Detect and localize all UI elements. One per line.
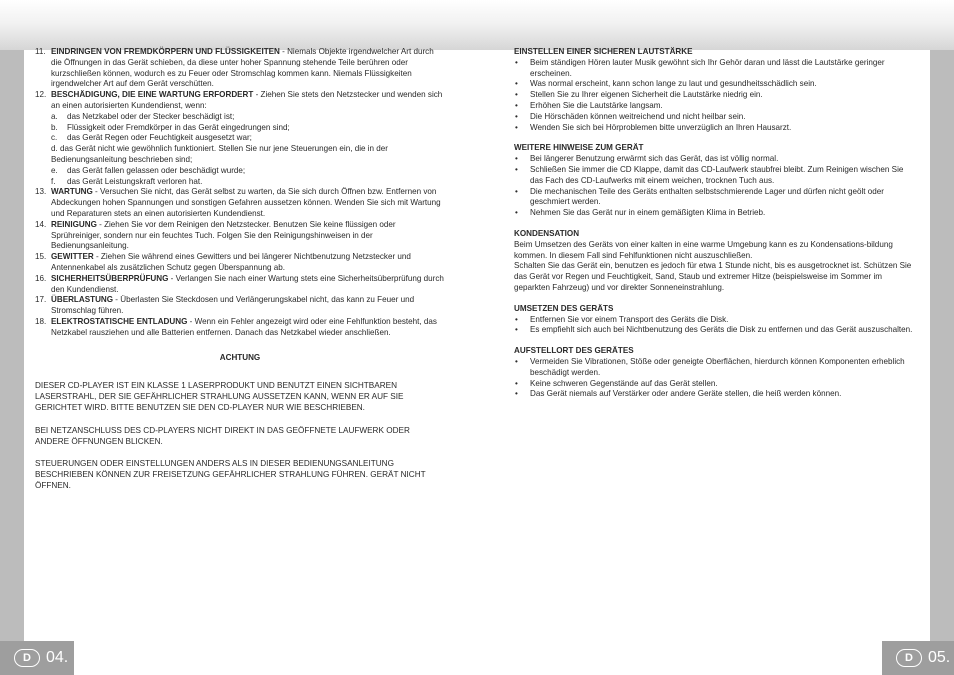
page-number-text: 05.: [928, 649, 951, 666]
item-text: - Niemals Objekte irgendwelcher Art durch die Öffnungen in das Gerät schieben, da diese unter hoher Spannung stehende Teile berühren oder kurzschließen können, wodurch es zu Feuer oder Stromschlag kommen kann. Niemals Flüssigkeiten irgendwelcher Art auf dem Gerät verschütten.: [51, 47, 434, 89]
bullet-item: • Es empfiehlt sich auch bei Nichtbenutzung des Geräts die Disk zu entfernen und das Gerät auszuschalten.: [515, 325, 913, 335]
item-text: - Ziehen Sie stets den Netzstecker und wenden sich an einen autorisierten Kundendienst, wenn:: [51, 90, 443, 110]
bullet-item: • Stellen Sie zu Ihrer eigenen Sicherheit die Lautstärke niedrig ein.: [515, 90, 763, 100]
safety-item: 14. REINIGUNG - Ziehen Sie vor dem Reinigen den Netzstecker. Benutzen Sie keine flüssigen oder Sprühreiniger, sondern nur ein feuchtes Tuch. Folgen Sie den Reinigungshinweisen in der Bedienungsanleitung.: [35, 219, 396, 251]
item-title: EINDRINGEN VON FREMDKÖRPERN UND FLÜSSIGKEITEN: [51, 47, 280, 56]
right-column: [514, 47, 914, 400]
bullet-item: • Bei längerer Benutzung erwärmt sich das Gerät, das ist völlig normal.: [515, 154, 779, 164]
safety-item: 13. WARTUNG - Versuchen Sie nicht, das Gerät selbst zu warten, da Sie sich durch Öffnen bzw. Entfernen von Abdeckungen hohen Spannungen und sonstigen Gefahren aussetzen können. Wenden Sie sich mit Wartung und Reparaturen stets an einen autorisierten Kundendienst.: [35, 187, 441, 218]
bullet-item: • Die mechanischen Teile des Geräts enthalten selbstschmierende Lager und dürfen nicht geölt oder geschmiert werden.: [515, 186, 884, 207]
sub-item: c. das Gerät Regen oder Feuchtigkeit ausgesetzt war;: [51, 133, 252, 143]
sub-item: b. Flüssigkeit oder Fremdkörper in das Gerät eingedrungen sind;: [51, 122, 290, 132]
safety-item: 15. GEWITTER - Ziehen Sie während eines Gewitters und bei längerer Nichtbenutzung Netzstecker und Antennenkabel als zusätzlichen Schutz gegen Überspannung ab.: [35, 252, 411, 272]
bullet-item: • Was normal erscheint, kann schon lange zu laut und gesundheitsschädlich sein.: [515, 79, 817, 89]
bullet-item: • Keine schweren Gegenstände auf das Gerät stellen.: [515, 378, 718, 388]
paragraph: Schalten Sie das Gerät ein, benutzen es jedoch für etwa 1 Stunde nicht, bis es ausgetrocknet ist. Schützen Sie das Gerät vor Regen und Feuchtigkeit, Sand, Staub und extremer Hitze (beispielsweise im Sommer im geparkten Fahrzeug) und vor direkter Sonneneinstrahlung.: [514, 261, 912, 292]
bullet-item: • Schließen Sie immer die CD Klappe, damit das CD-Laufwerk staubfrei bleibt. Zum Reinigen wischen Sie das Fach des CD-Laufwerks mit einem weichen, trocknen Tuch aus.: [515, 164, 904, 185]
section-heading: AUFSTELLORT DES GERÄTES: [514, 346, 634, 356]
bullet-item: • Wenden Sie sich bei Hörproblemen bitte unverzüglich an Ihren Hausarzt.: [515, 122, 792, 132]
header-band: [0, 0, 954, 50]
bullet-item: • Die Hörschäden können weitreichend und nicht heilbar sein.: [515, 111, 746, 121]
safety-item: 18. ELEKTROSTATISCHE ENTLADUNG - Wenn ein Fehler angezeigt wird oder eine Fehlfunktion besteht, das Netzkabel rausziehen und alle Batterien entfernen. Danach das Netzkabel wieder anschließen.: [35, 316, 437, 337]
sub-item: f. das Gerät Leistungskraft verloren hat.: [51, 176, 203, 186]
left-margin-bar: [0, 50, 24, 675]
page-number-left: [0, 641, 74, 675]
safety-item: [35, 90, 445, 112]
language-badge: D: [14, 649, 40, 667]
sub-item: a. das Netzkabel oder der Stecker beschädigt ist;: [51, 111, 235, 121]
item-number: 11.: [35, 47, 46, 56]
left-column: [35, 47, 445, 504]
sub-item: d. das Gerät nicht wie gewöhnlich funktioniert. Stellen Sie nur jene Steuerungen ein, die in der Bedienungsanleitung beschrieben sind;: [51, 144, 388, 164]
bullet-item: • Das Gerät niemals auf Verstärker oder andere Geräte stellen, die heiß werden können.: [515, 389, 842, 399]
warning-paragraph: BEI NETZANSCHLUSS DES CD-PLAYERS NICHT DIREKT IN DAS GEÖFFNETE LAUFWERK ODER ANDERE ÖFFNUNGEN BLICKEN.: [35, 425, 410, 446]
section-heading: WEITERE HINWEISE ZUM GERÄT: [514, 143, 644, 153]
warning-paragraph: STEUERUNGEN ODER EINSTELLUNGEN ANDERS ALS IN DIESER BEDIENUNGSANLEITUNG BESCHRIEBEN KÖNNEN ZUR FREISETZUNG GEFÄHRLICHER STRAHLUNG FÜHREN. GERÄT NICHT ÖFFNEN.: [35, 459, 426, 490]
bullet-item: • Vermeiden Sie Vibrationen, Stöße oder geneigte Oberflächen, hierdurch können Komponenten erheblich beschädigt werden.: [515, 356, 905, 377]
sub-item: e. das Gerät fallen gelassen oder beschädigt wurde;: [51, 165, 246, 175]
safety-item: 16. SICHERHEITSÜBERPRÜFUNG - Verlangen Sie nach einer Wartung stets eine Sicherheitsüberprüfung durch den Kundendienst.: [35, 273, 444, 294]
paragraph: Beim Umsetzen des Geräts von einer kalten in eine warme Umgebung kann es zu Kondensations-bildung kommen. In diesem Fall sind Fehlfunktionen nicht auszuschließen.: [514, 239, 893, 260]
safety-item: 17. ÜBERLASTUNG - Überlasten Sie Steckdosen und Verlängerungskabel nicht, das kann zu Feuer und Stromschlag führen.: [35, 295, 415, 316]
achtung-heading: ACHTUNG: [219, 352, 261, 362]
language-badge: D: [896, 649, 922, 667]
bullet-item: • Erhöhen Sie die Lautstärke langsam.: [515, 100, 663, 110]
item-title: BESCHÄDIGUNG, DIE EINE WARTUNG ERFORDERT: [51, 90, 254, 100]
section-heading: KONDENSATION: [514, 228, 580, 238]
safety-item: [35, 47, 445, 90]
section-heading: EINSTELLEN EINER SICHEREN LAUTSTÄRKE: [514, 47, 693, 56]
warning-paragraph: DIESER CD-PLAYER IST EIN KLASSE 1 LASERPRODUKT UND BENUTZT EINEN SICHTBAREN LASERSTRAHL, DER SIE GEFÄHRLICHER STRAHLUNG AUSSETZEN KANN, WENN ER AUF SIE GERICHTET WIRD. BITTE BENUTZEN SIE DEN CD-PLAYER NUR WIE BESCHRIEBEN.: [35, 381, 404, 412]
section-heading: UMSETZEN DES GERÄTS: [514, 303, 614, 313]
bullet-item: • Beim ständigen Hören lauter Musik gewöhnt sich Ihr Gehör daran und lässt die Lautstärke geringer erscheinen.: [515, 57, 885, 78]
item-number: 12.: [35, 90, 47, 100]
bullet-item: • Entfernen Sie vor einem Transport des Geräts die Disk.: [515, 314, 729, 324]
right-margin-bar: [930, 50, 954, 675]
bullet-item: • Nehmen Sie das Gerät nur in einem gemäßigten Klima in Betrieb.: [515, 208, 766, 218]
page-number-text: 04.: [46, 649, 69, 666]
page-number-right: [882, 641, 954, 675]
